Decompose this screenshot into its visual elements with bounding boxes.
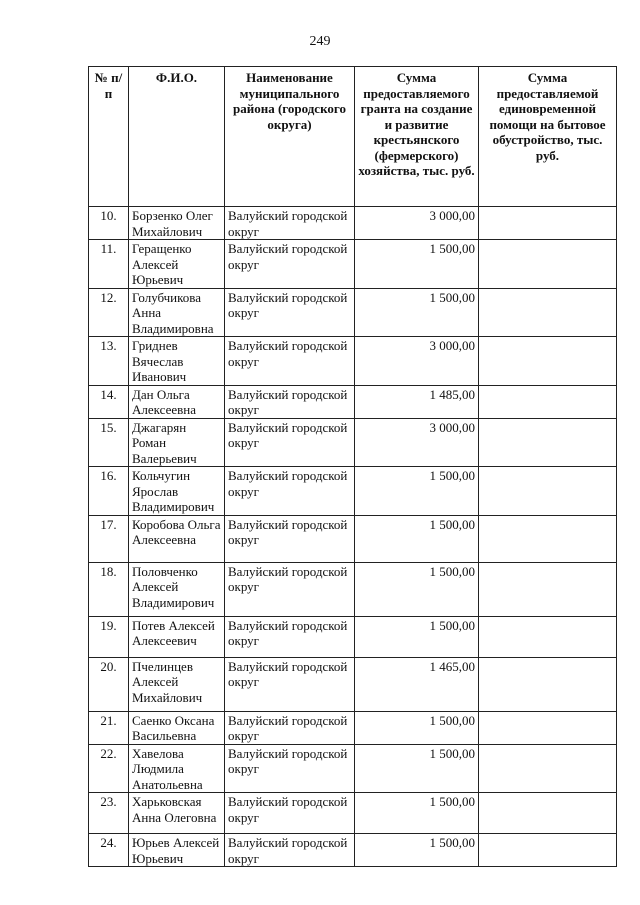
cell-fio: Борзенко Олег Михайлович [129, 207, 225, 240]
cell-grant: 3 000,00 [355, 207, 479, 240]
cell-fio: Хавелова Людмила Анатольевна [129, 744, 225, 793]
cell-aid [479, 616, 617, 657]
cell-grant: 1 500,00 [355, 467, 479, 516]
cell-grant: 1 500,00 [355, 515, 479, 562]
table-row [89, 418, 617, 467]
cell-district: Валуйский городской округ [225, 711, 355, 744]
cell-grant: 3 000,00 [355, 418, 479, 467]
cell-aid [479, 711, 617, 744]
table-row [89, 385, 617, 418]
cell-district: Валуйский городской округ [225, 793, 355, 834]
cell-aid [479, 562, 617, 616]
cell-district: Валуйский городской округ [225, 207, 355, 240]
cell-num: 24. [89, 834, 129, 867]
header-row [89, 67, 617, 207]
cell-grant: 1 500,00 [355, 288, 479, 337]
cell-num: 13. [89, 337, 129, 386]
table-row [89, 616, 617, 657]
cell-num: 22. [89, 744, 129, 793]
cell-grant: 1 500,00 [355, 744, 479, 793]
table-row [89, 515, 617, 562]
cell-fio: Юрьев Алексей Юрьевич [129, 834, 225, 867]
cell-district: Валуйский городской округ [225, 834, 355, 867]
table-row [89, 240, 617, 289]
table-row [89, 207, 617, 240]
cell-aid [479, 418, 617, 467]
cell-num: 12. [89, 288, 129, 337]
cell-aid [479, 834, 617, 867]
cell-aid [479, 385, 617, 418]
cell-fio: Дан Ольга Алексеевна [129, 385, 225, 418]
recipients-table [88, 66, 617, 867]
cell-district: Валуйский городской округ [225, 288, 355, 337]
cell-grant: 1 465,00 [355, 657, 479, 711]
table-row [89, 744, 617, 793]
cell-fio: Пчелинцев Алексей Михайлович [129, 657, 225, 711]
table-row [89, 337, 617, 386]
cell-num: 17. [89, 515, 129, 562]
cell-num: 23. [89, 793, 129, 834]
table-row [89, 793, 617, 834]
cell-grant: 1 500,00 [355, 834, 479, 867]
cell-num: 11. [89, 240, 129, 289]
cell-district: Валуйский городской округ [225, 240, 355, 289]
cell-fio: Гриднев Вячеслав Иванович [129, 337, 225, 386]
cell-grant: 1 485,00 [355, 385, 479, 418]
cell-num: 10. [89, 207, 129, 240]
cell-district: Валуйский городской округ [225, 418, 355, 467]
cell-district: Валуйский городской округ [225, 385, 355, 418]
cell-grant: 1 500,00 [355, 562, 479, 616]
cell-aid [479, 337, 617, 386]
cell-num: 16. [89, 467, 129, 516]
cell-grant: 1 500,00 [355, 793, 479, 834]
cell-district: Валуйский городской округ [225, 337, 355, 386]
cell-grant: 1 500,00 [355, 711, 479, 744]
table-row [89, 562, 617, 616]
page-number: 249 [309, 34, 331, 49]
cell-num: 19. [89, 616, 129, 657]
table-body [89, 207, 617, 867]
cell-aid [479, 240, 617, 289]
cell-num: 21. [89, 711, 129, 744]
table-row [89, 711, 617, 744]
table-row [89, 288, 617, 337]
cell-aid [479, 467, 617, 516]
cell-num: 15. [89, 418, 129, 467]
cell-fio: Джагарян Роман Валерьевич [129, 418, 225, 467]
cell-aid [479, 744, 617, 793]
table-row [89, 657, 617, 711]
cell-grant: 3 000,00 [355, 337, 479, 386]
cell-fio: Коробова Ольга Алексеевна [129, 515, 225, 562]
header-fio: Ф.И.О. [129, 67, 225, 207]
cell-grant: 1 500,00 [355, 616, 479, 657]
cell-district: Валуйский городской округ [225, 657, 355, 711]
header-num: № п/п [89, 67, 129, 207]
header-district: Наименование муниципального района (городского округа) [225, 67, 355, 207]
cell-num: 18. [89, 562, 129, 616]
cell-fio: Харьковская Анна Олеговна [129, 793, 225, 834]
cell-num: 14. [89, 385, 129, 418]
cell-aid [479, 515, 617, 562]
cell-aid [479, 793, 617, 834]
table-row [89, 467, 617, 516]
header-aid: Сумма предоставляемой единовременной помощи на бытовое обустройство, тыс. руб. [479, 67, 617, 207]
cell-district: Валуйский городской округ [225, 616, 355, 657]
cell-aid [479, 657, 617, 711]
cell-fio: Половченко Алексей Владимирович [129, 562, 225, 616]
cell-num: 20. [89, 657, 129, 711]
table-row [89, 834, 617, 867]
cell-fio: Потев Алексей Алексеевич [129, 616, 225, 657]
cell-grant: 1 500,00 [355, 240, 479, 289]
cell-district: Валуйский городской округ [225, 562, 355, 616]
cell-fio: Геращенко Алексей Юрьевич [129, 240, 225, 289]
header-grant: Сумма предоставляемого гранта на создание и развитие крестьянского (фермерского) хозяйства, тыс. руб. [355, 67, 479, 207]
cell-aid [479, 207, 617, 240]
cell-fio: Кольчугин Ярослав Владимирович [129, 467, 225, 516]
cell-district: Валуйский городской округ [225, 467, 355, 516]
cell-fio: Голубчикова Анна Владимировна [129, 288, 225, 337]
cell-fio: Саенко Оксана Васильевна [129, 711, 225, 744]
cell-district: Валуйский городской округ [225, 744, 355, 793]
cell-aid [479, 288, 617, 337]
cell-district: Валуйский городской округ [225, 515, 355, 562]
